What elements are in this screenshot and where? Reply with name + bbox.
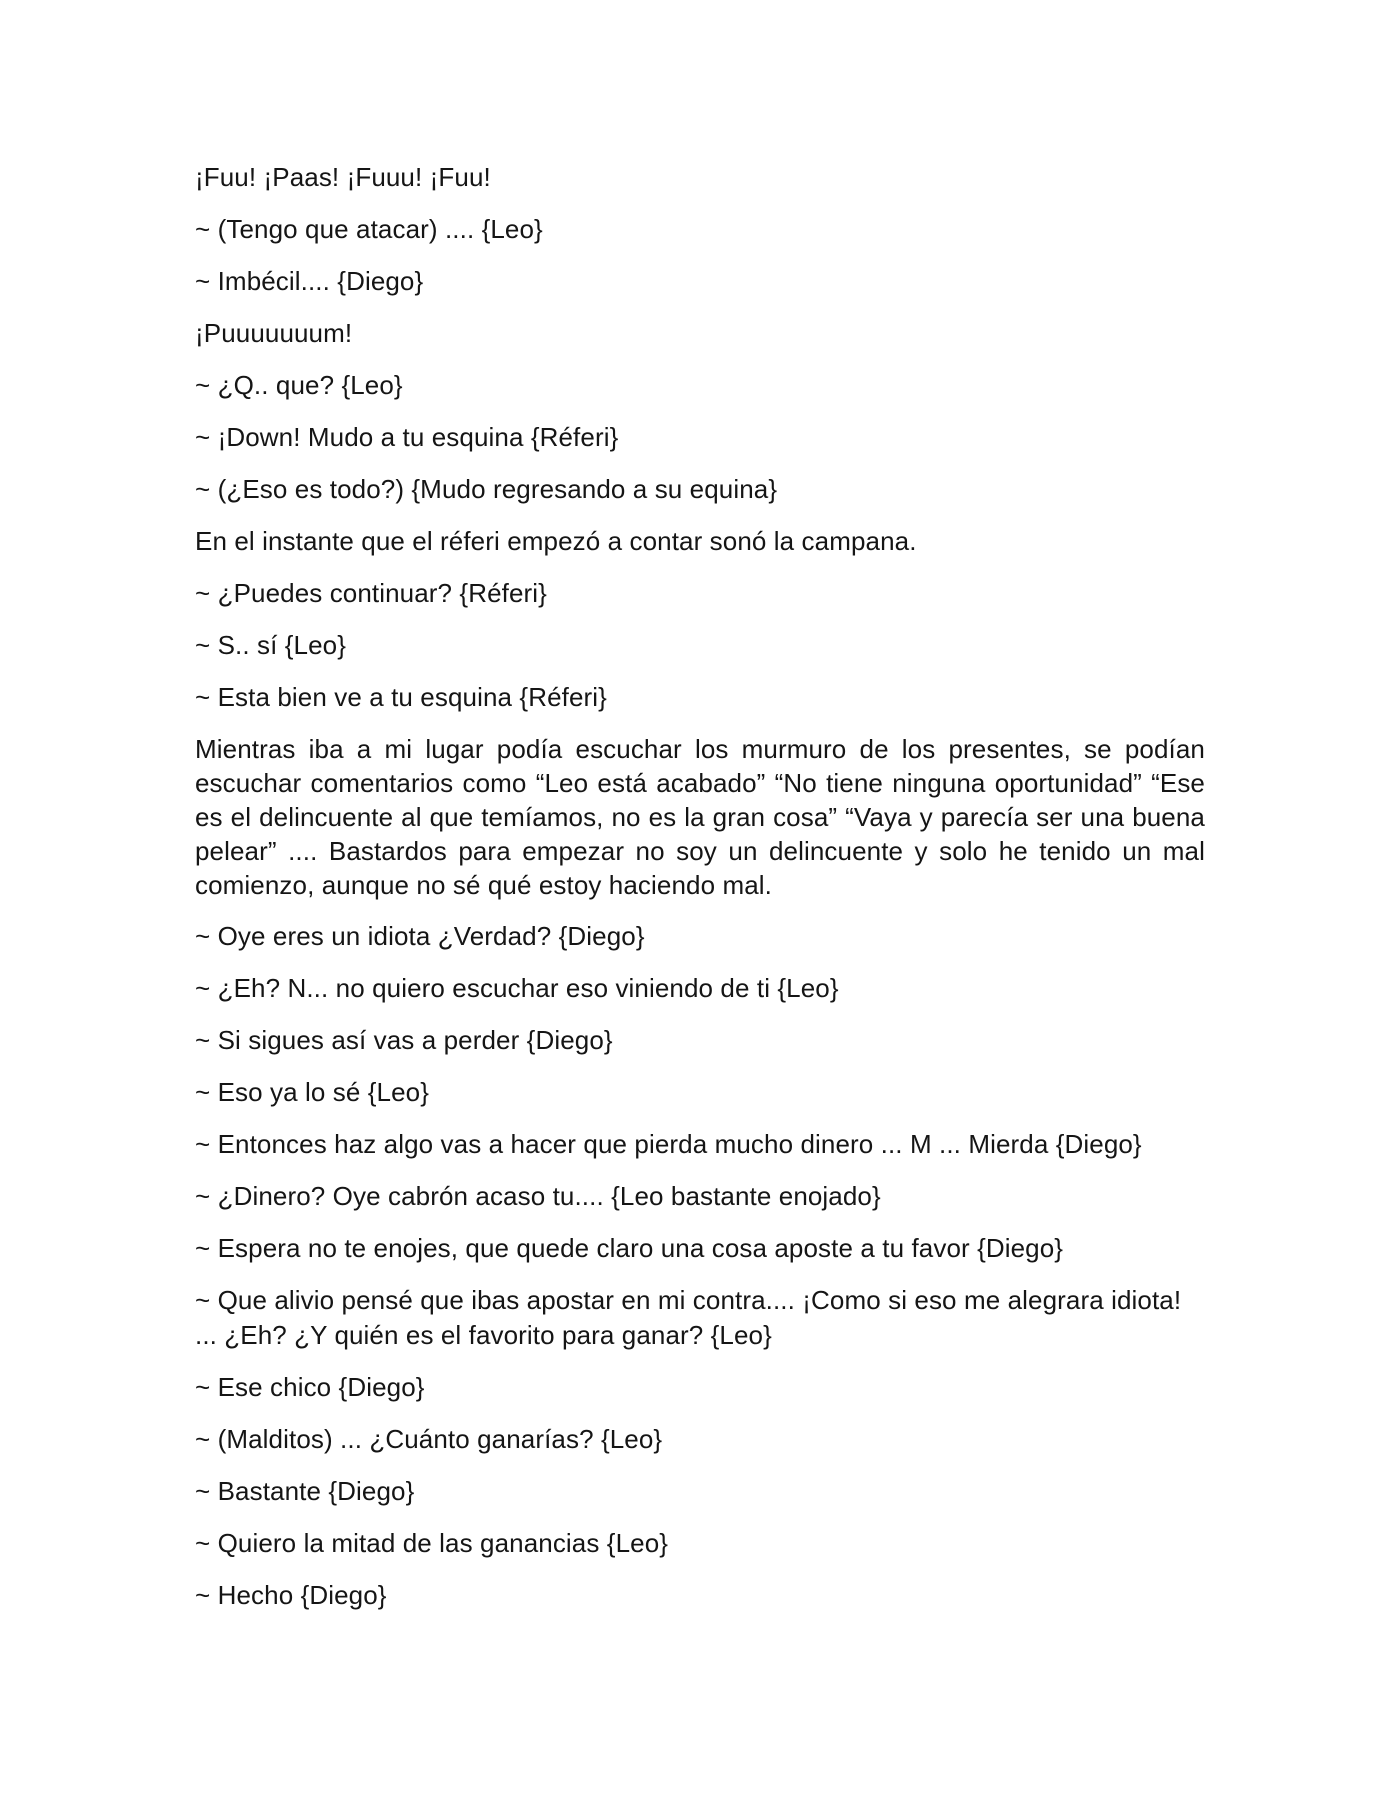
paragraph: ~ Hecho {Diego} — [195, 1580, 387, 1610]
document-body — [195, 160, 1205, 1630]
paragraph: ~ Bastante {Diego} — [195, 1476, 415, 1506]
paragraph: ~ ¿Puedes continuar? {Réferi} — [195, 578, 547, 608]
paragraph: ~ Imbécil.... {Diego} — [195, 266, 424, 296]
paragraph: ~ Eso ya lo sé {Leo} — [195, 1077, 430, 1107]
paragraph: ~ ¿Eh? N... no quiero escuchar eso viniendo de ti {Leo} — [195, 973, 839, 1003]
paragraph: ¡Puuuuuuum! — [195, 318, 353, 348]
paragraph: ~ Quiero la mitad de las ganancias {Leo} — [195, 1528, 669, 1558]
paragraph: ~ (¿Eso es todo?) {Mudo regresando a su equina} — [195, 474, 778, 504]
paragraph: ~ Oye eres un idiota ¿Verdad? {Diego} — [195, 921, 645, 951]
paragraph: ~ Ese chico {Diego} — [195, 1372, 425, 1402]
paragraph: ~ Si sigues así vas a perder {Diego} — [195, 1025, 613, 1055]
paragraph: ~ S.. sí {Leo} — [195, 630, 347, 660]
paragraph: ¡Fuu! ¡Paas! ¡Fuuu! ¡Fuu! — [195, 162, 491, 192]
paragraph: ~ (Malditos) ... ¿Cuánto ganarías? {Leo} — [195, 1424, 663, 1454]
paragraph: Mientras iba a mi lugar podía escuchar los murmuro de los presentes, se podían escuchar comentarios como “Leo está acabado” “No tiene ninguna oportunidad” “Ese es el delincuente al que temíamos, no es la gran cosa” “Vaya y parecía ser una buena pelear” .... Bastardos para empezar no soy un delincuente y solo he tenido un mal comienzo, aunque no sé qué estoy haciendo mal. — [195, 734, 1205, 900]
paragraph: ~ Entonces haz algo vas a hacer que pierda mucho dinero ... M ... Mierda {Diego} — [195, 1129, 1142, 1159]
paragraph: ~ Espera no te enojes, que quede claro una cosa aposte a tu favor {Diego} — [195, 1233, 1064, 1263]
paragraph: ~ Esta bien ve a tu esquina {Réferi} — [195, 682, 607, 712]
paragraph: ~ Que alivio pensé que ibas apostar en mi contra.... ¡Como si eso me alegrara idiota! ... ¿Eh? ¿Y quién es el favorito para ganar? {Leo} — [195, 1285, 1182, 1350]
paragraph: ~ (Tengo que atacar) .... {Leo} — [195, 214, 543, 244]
paragraph: ~ ¿Q.. que? {Leo} — [195, 370, 403, 400]
paragraph: En el instante que el réferi empezó a contar sonó la campana. — [195, 526, 917, 556]
paragraph: ~ ¿Dinero? Oye cabrón acaso tu.... {Leo bastante enojado} — [195, 1181, 881, 1211]
paragraph: ~ ¡Down! Mudo a tu esquina {Réferi} — [195, 422, 619, 452]
